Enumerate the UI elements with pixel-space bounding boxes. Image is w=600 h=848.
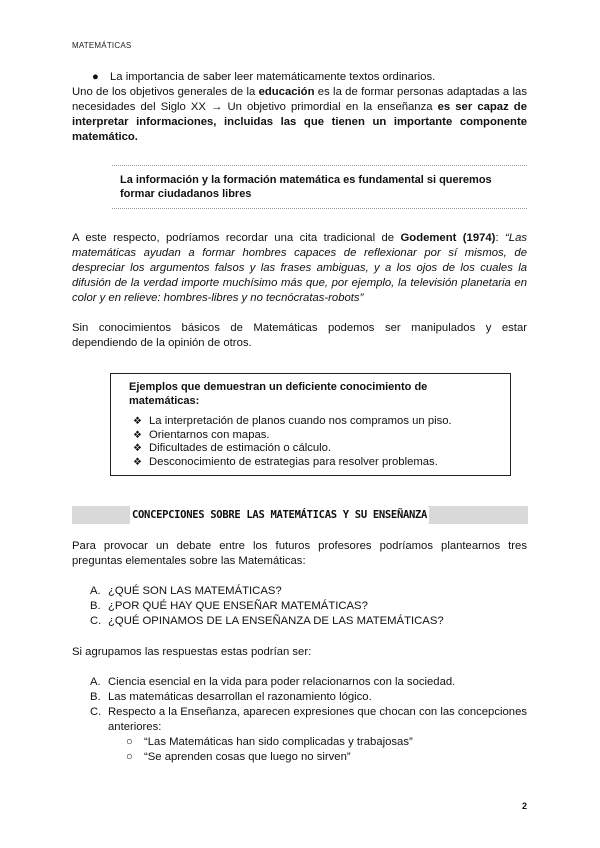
sub-answer-text: “Las Matemáticas han sido complicadas y trabajosas” — [144, 736, 413, 748]
intro-bullet — [72, 70, 527, 85]
example-text: Desconocimiento de estrategias para resolver problemas. — [149, 455, 438, 468]
education-paragraph — [72, 85, 527, 145]
answer-label: A. — [90, 676, 101, 688]
circle-bullet-icon: ○ — [126, 751, 133, 763]
answer-item — [72, 690, 527, 705]
answer-text: Las matemáticas desarrollan el razonamiento lógico. — [108, 691, 372, 703]
answers-list — [72, 675, 527, 765]
question-label: C. — [90, 615, 102, 627]
answer-label: C. — [90, 706, 102, 718]
quote-text: “Las matemáticas ayudan a formar hombres capaces de reflexionar por sí mismos, de despreciar los argumentos falsos y las frases ambiguas, y a los ojos de los cuales la difusión de la verdad importe muchísimo más que, por ejemplo, la televisión planetaria en color y en relieve: hombres-libres y no tecnócratas-robots” — [72, 232, 528, 304]
diamond-bullet-icon: ❖ — [133, 456, 142, 468]
question-text: ¿QUÉ SON LAS MATEMÁTICAS? — [108, 585, 282, 597]
section-heading — [72, 506, 528, 524]
question-item — [72, 599, 527, 614]
section-bar-left — [72, 506, 130, 524]
document-body — [72, 70, 527, 765]
question-item — [72, 584, 527, 599]
bullet-dot: ● — [92, 71, 99, 83]
question-item — [72, 614, 527, 629]
answer-label: B. — [90, 691, 101, 703]
answer-text: Respecto a la Enseñanza, aparecen expresiones que chocan con las concepciones anteriores: — [108, 706, 527, 733]
diamond-bullet-icon: ❖ — [133, 416, 142, 427]
question-label: A. — [90, 585, 101, 597]
p1-part-a: Uno de los objetivos generales de la — [72, 86, 259, 98]
p1-bold-objective: es ser capaz de interpretar informaciones, incluidas las que tienen un importante componente matemático. — [72, 101, 527, 143]
examples-box — [110, 373, 511, 476]
section-title: CONCEPCIONES SOBRE LAS MATEMÁTICAS Y SU ENSEÑANZA — [132, 509, 428, 521]
page-header: MATEMÁTICAS — [72, 41, 132, 50]
answer-text: Ciencia esencial en la vida para poder relacionarnos con la sociedad. — [108, 676, 456, 688]
circle-bullet-icon: ○ — [126, 736, 133, 748]
page-number: 2 — [522, 801, 528, 811]
intro-bullet-text: La importancia de saber leer matemáticamente textos ordinarios. — [110, 71, 436, 83]
example-item — [129, 429, 498, 443]
sub-answer-text: “Se aprenden cosas que luego no sirven” — [144, 751, 351, 763]
manipulation-paragraph: Sin conocimientos básicos de Matemáticas podemos ser manipulados y estar dependiendo de la opinión de otros. — [72, 322, 527, 349]
answer-item — [72, 705, 527, 735]
p1-part-c: es la de formar personas adaptadas a las necesidades del Siglo XX → Un objetivo primordial en la enseñanza — [72, 86, 527, 113]
quote-colon: : — [495, 232, 506, 244]
example-text: Dificultades de estimación o cálculo. — [149, 442, 332, 454]
question-label: B. — [90, 600, 101, 612]
sub-answer-item — [72, 735, 527, 750]
diamond-bullet-icon: ❖ — [133, 443, 142, 454]
questions-list — [72, 584, 527, 629]
example-item — [129, 456, 498, 470]
quote-author: Godement (1974) — [400, 232, 496, 244]
callout-text: La información y la formación matemática es fundamental si queremos formar ciudadanos libres — [120, 174, 492, 200]
example-item — [129, 442, 498, 456]
examples-title: Ejemplos que demuestran un deficiente conocimiento de matemáticas: — [129, 381, 428, 407]
p1-bold-education: educación — [258, 86, 315, 98]
section-bar-right — [428, 506, 528, 524]
example-item — [129, 415, 498, 429]
question-text: ¿QUÉ OPINAMOS DE LA ENSEÑANZA DE LAS MATEMÁTICAS? — [108, 615, 444, 627]
answer-item — [72, 675, 527, 690]
diamond-bullet-icon: ❖ — [133, 429, 142, 441]
example-text: La interpretación de planos cuando nos compramos un piso. — [149, 415, 452, 427]
debate-paragraph: Para provocar un debate entre los futuros profesores podríamos plantearnos tres preguntas elementales sobre las Matemáticas: — [72, 540, 527, 567]
question-text: ¿POR QUÉ HAY QUE ENSEÑAR MATEMÁTICAS? — [108, 600, 368, 612]
godement-quote-paragraph — [72, 231, 527, 306]
answers-intro: Si agrupamos las respuestas estas podrían ser: — [72, 646, 312, 658]
quote-lead: A este respecto, podríamos recordar una cita tradicional de — [72, 232, 401, 244]
sub-answer-item — [72, 750, 527, 765]
key-statement-callout — [112, 165, 527, 209]
example-text: Orientarnos con mapas. — [149, 428, 270, 441]
